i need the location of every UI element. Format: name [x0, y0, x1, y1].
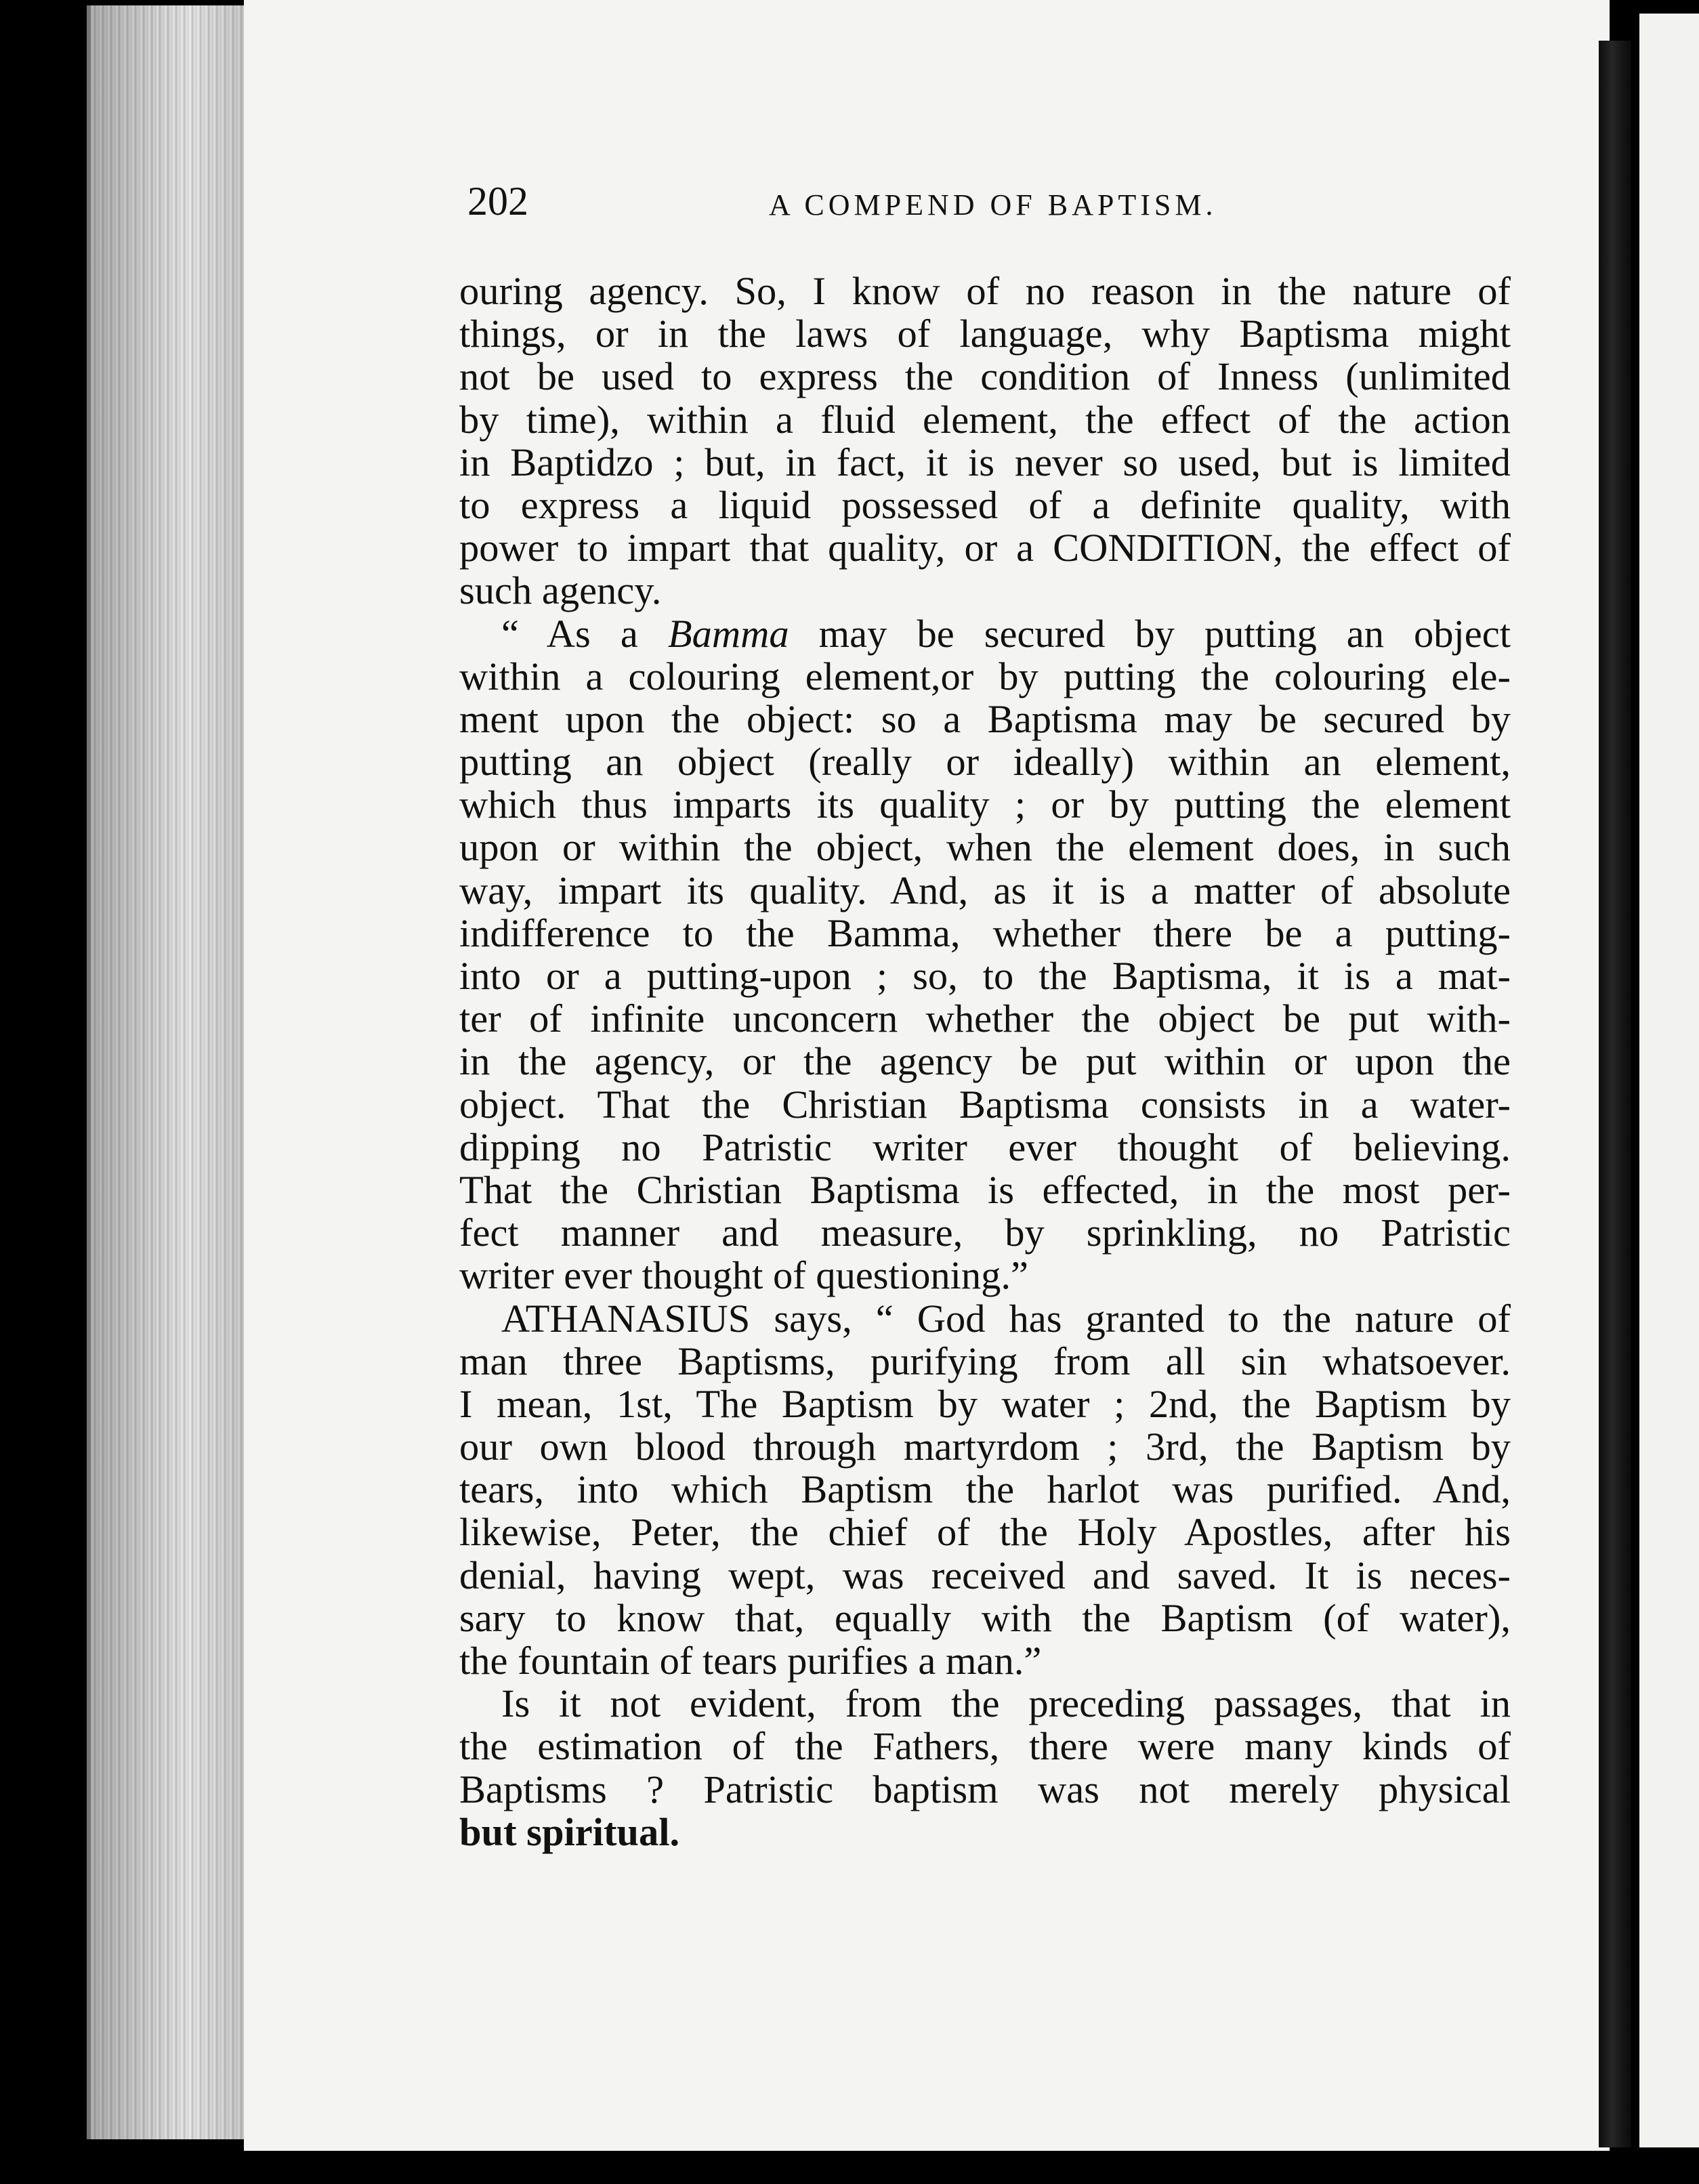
- text-line: object. That the Christian Baptisma consists in a water-: [459, 1082, 1511, 1127]
- text-line: things, or in the laws of language, why Baptisma might: [459, 312, 1511, 356]
- text-line: denial, having wept, was received and saved. It is neces-: [459, 1553, 1511, 1597]
- text-line: but spiritual.: [459, 1809, 680, 1854]
- text-line: in the agency, or the agency be put within or upon the: [459, 1039, 1511, 1084]
- text-line: Is it not evident, from the preceding passages, that in: [501, 1681, 1511, 1726]
- text-line: ter of infinite unconcern whether the object be put with-: [459, 996, 1511, 1041]
- facing-page-edge: [1639, 14, 1699, 2147]
- text-line: which thus imparts its quality ; or by putting the element: [459, 782, 1511, 827]
- text-line: writer ever thought of questioning.”: [459, 1253, 1028, 1298]
- text-run: says, “ God has granted to the nature of: [750, 1296, 1511, 1341]
- text-line: likewise, Peter, the chief of the Holy Apostles, after his: [459, 1510, 1511, 1555]
- text-line: upon or within the object, when the element does, in such: [459, 825, 1511, 870]
- text-line: ouring agency. So, I know of no reason in the nature of: [459, 269, 1511, 313]
- text-line: into or a putting-upon ; so, to the Baptisma, it is a mat-: [459, 954, 1511, 998]
- text-line: [459, 612, 1511, 655]
- page-block-shadow: [87, 5, 256, 2139]
- text-line: dipping no Patristic writer ever thought of believing.: [459, 1125, 1511, 1169]
- text-line: man three Baptisms, purifying from all sin whatsoever.: [459, 1339, 1511, 1383]
- text-line: Baptisms ? Patristic baptism was not merely physical: [459, 1767, 1511, 1811]
- text-line: putting an object (really or ideally) within an element,: [459, 740, 1511, 784]
- text-line: sary to know that, equally with the Baptism (of water),: [459, 1595, 1511, 1640]
- text-line: [459, 1297, 1511, 1340]
- text-run: “ As a: [501, 611, 668, 656]
- text-line: such agency.: [459, 568, 662, 613]
- text-line: the fountain of tears purifies a man.”: [459, 1639, 1042, 1683]
- text-run: power to impart that quality, or a: [459, 526, 1053, 570]
- text-line: ment upon the object: so a Baptisma may be secured by: [459, 696, 1511, 741]
- text-line: not be used to express the condition of Inness (unlimited: [459, 354, 1511, 399]
- text-line: indifference to the Bamma, whether there be a putting-: [459, 910, 1511, 955]
- text-line: the estimation of the Fathers, there were many kinds of: [459, 1724, 1511, 1769]
- text-line: within a colouring element,or by putting the colouring ele-: [459, 654, 1511, 698]
- text-line: I mean, 1st, The Baptism by water ; 2nd, the Baptism by: [459, 1381, 1511, 1426]
- text-run: may be secured by putting an object: [789, 611, 1511, 656]
- text-line: in Baptidzo ; but, in fact, it is never so used, but is limited: [459, 440, 1511, 484]
- text-line: by time), within a fluid element, the effect of the action: [459, 397, 1511, 442]
- book-gutter: [1599, 41, 1631, 2147]
- text-line: tears, into which Baptism the harlot was purified. And,: [459, 1467, 1511, 1512]
- text-line: That the Christian Baptisma is effected, in the most per-: [459, 1167, 1511, 1212]
- text-line: fect manner and measure, by sprinkling, no Patristic: [459, 1211, 1511, 1255]
- body-text: [459, 270, 1511, 1853]
- text-line: to express a liquid possessed of a definite quality, with: [459, 482, 1511, 527]
- text-line: way, impart its quality. And, as it is a matter of absolute: [459, 868, 1511, 912]
- page-number: 202: [467, 179, 528, 224]
- running-title: A COMPEND OF BAPTISM.: [769, 188, 1217, 222]
- text-run: , the effect of: [1273, 526, 1511, 570]
- small-caps-name: ATHANASIUS: [501, 1296, 751, 1341]
- italic-word: Bamma: [667, 611, 789, 656]
- text-line: our own blood through martyrdom ; 3rd, the Baptism by: [459, 1425, 1511, 1469]
- scan-border: [0, 2151, 1699, 2184]
- small-caps-word: CONDITION: [1053, 526, 1274, 570]
- text-line: [459, 526, 1511, 569]
